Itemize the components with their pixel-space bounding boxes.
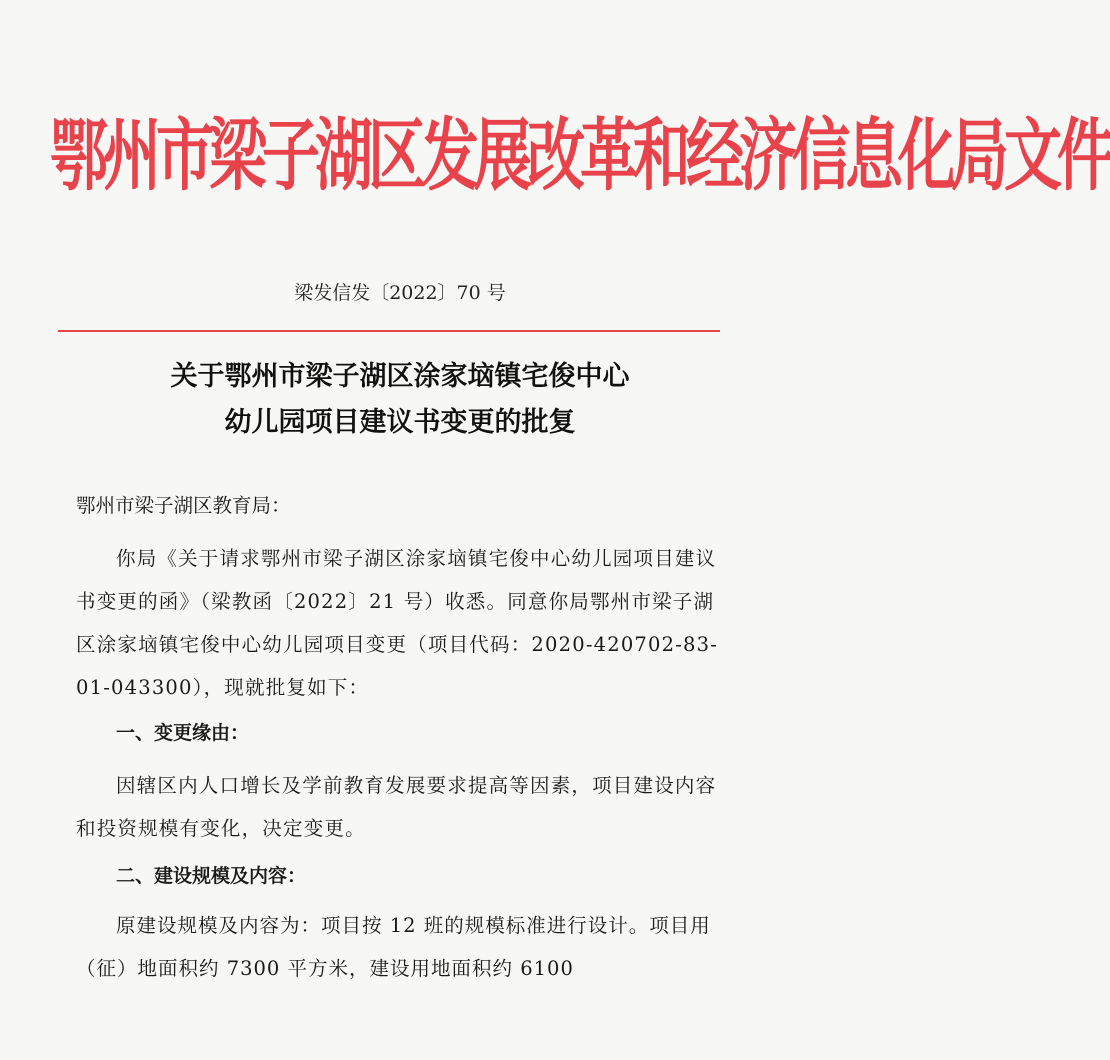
document-number: 梁发信发〔2022〕70 号 [294, 282, 506, 304]
paragraph-3: 原建设规模及内容为：项目按 12 班的规模标准进行设计。项目用（征）地面积约 7300 平方米，建设用地面积约 6100 [76, 914, 711, 980]
section-1-heading: 一、变更缘由： [116, 722, 250, 744]
document-title [60, 354, 740, 446]
section-2-heading: 二、建设规模及内容： [116, 865, 307, 887]
addressee: 鄂州市梁子湖区教育局： [76, 494, 291, 517]
title-line-2: 幼儿园项目建议书变更的批复 [224, 407, 576, 438]
paragraph-1: 你局《关于请求鄂州市梁子湖区涂家垴镇宅俊中心幼儿园项目建议书变更的函》（梁教函〔2022〕21 号）收悉。同意你局鄂州市梁子湖区涂家垴镇宅俊中心幼儿园项目变更（项目代码：2020-420702-83-01-043300），现就批复如下： [76, 547, 719, 699]
issuer-header: 鄂州市梁子湖区发展改革和经济信息化局文件 [50, 109, 1110, 202]
red-divider-line [58, 330, 720, 332]
paragraph-2: 因辖区内人口增长及学前教育发展要求提高等因素，项目建设内容和投资规模有变化，决定变更。 [76, 774, 717, 840]
title-line-1: 关于鄂州市梁子湖区涂家垴镇宅俊中心 [170, 361, 630, 392]
